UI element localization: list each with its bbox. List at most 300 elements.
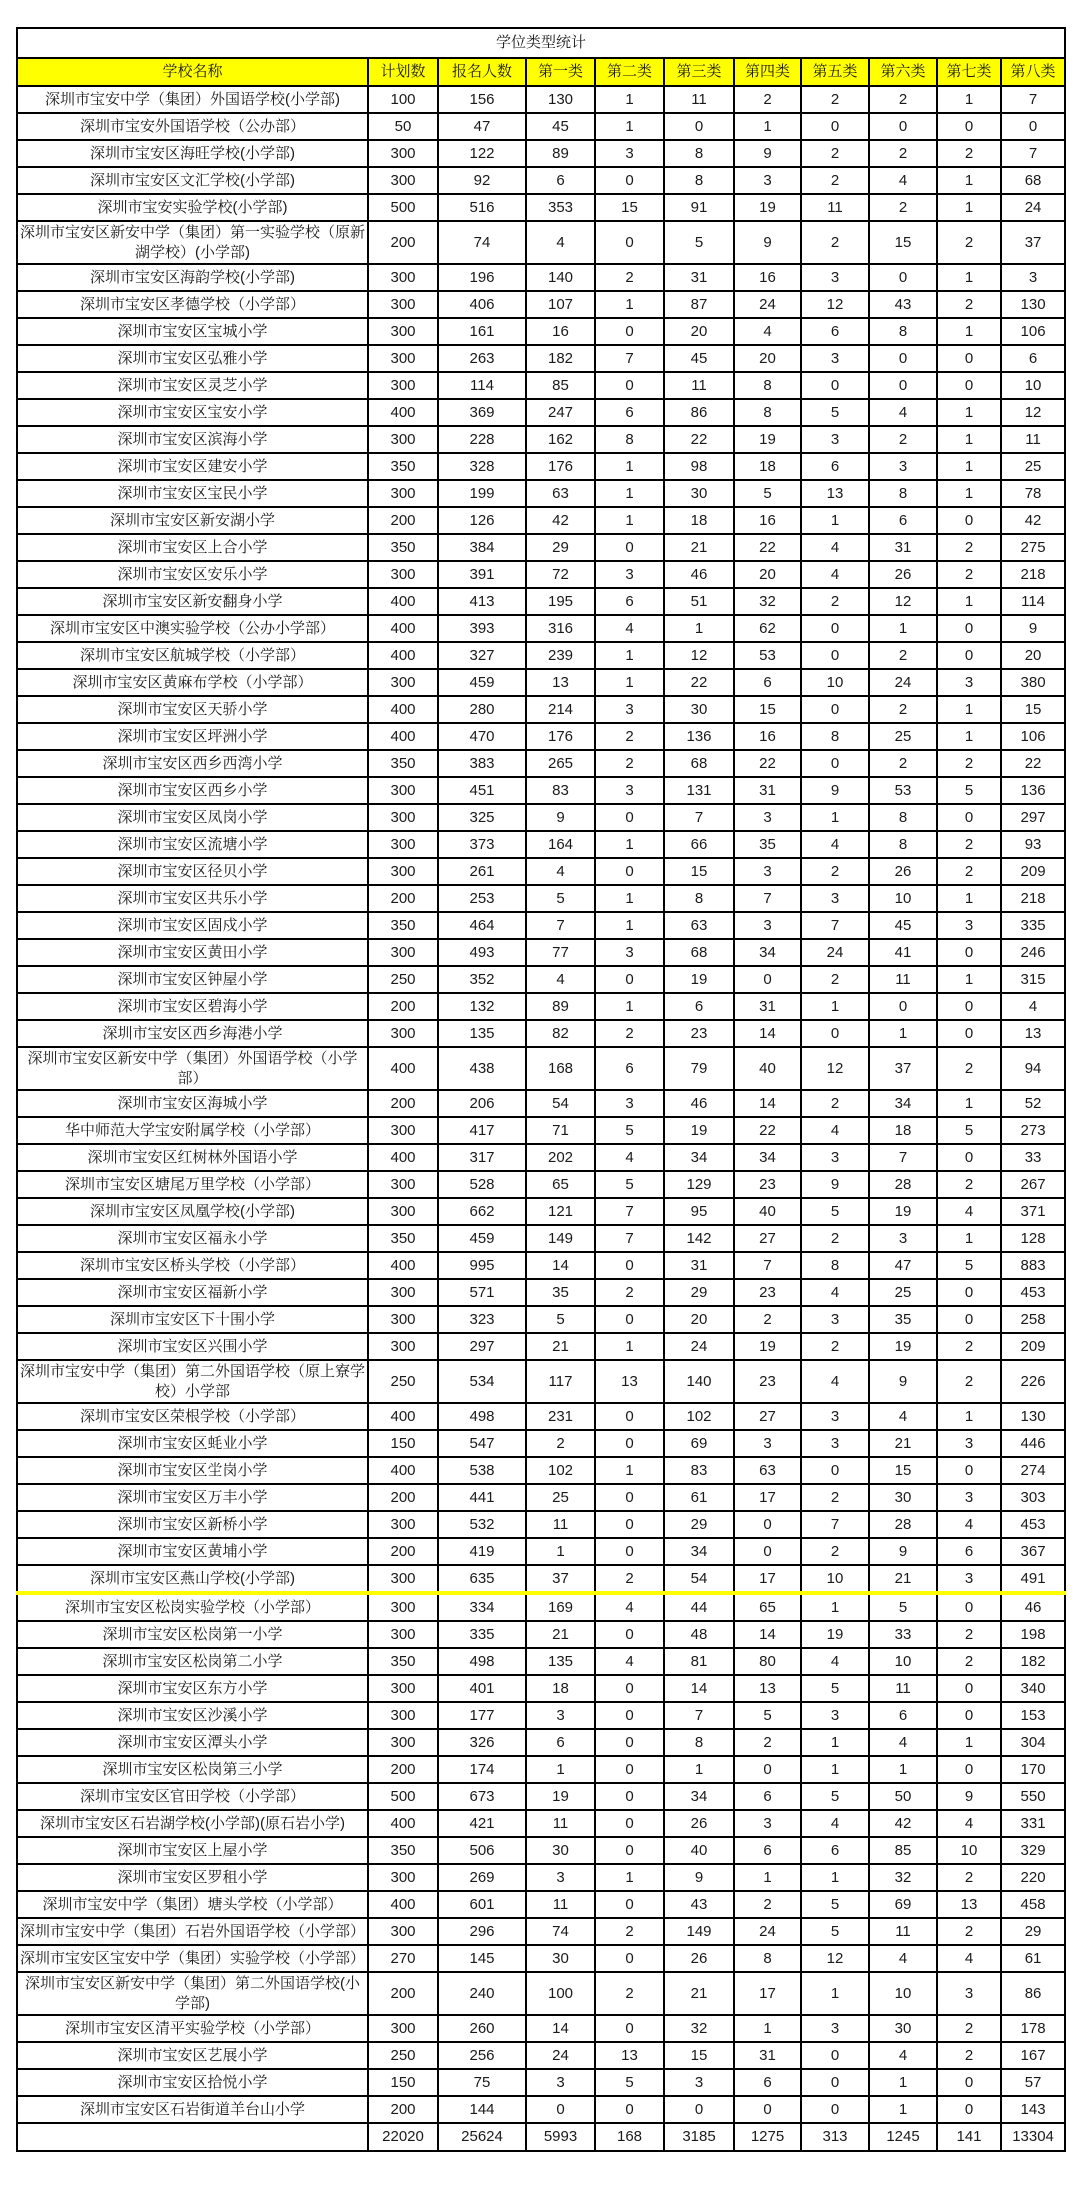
value-cell: 2 bbox=[937, 1918, 1001, 1945]
table-row bbox=[17, 1972, 1065, 2015]
value-cell: 367 bbox=[1001, 1538, 1065, 1565]
value-cell: 383 bbox=[438, 750, 526, 777]
value-cell: 2 bbox=[734, 1891, 801, 1918]
value-cell: 532 bbox=[438, 1511, 526, 1538]
value-cell: 37 bbox=[526, 1565, 595, 1593]
value-cell: 371 bbox=[1001, 1198, 1065, 1225]
value-cell: 22 bbox=[664, 669, 734, 696]
value-cell: 37 bbox=[869, 1047, 937, 1090]
table-row bbox=[17, 1538, 1065, 1565]
value-cell: 33 bbox=[1001, 1144, 1065, 1171]
table-row bbox=[17, 1675, 1065, 1702]
value-cell: 1 bbox=[869, 2069, 937, 2096]
value-cell: 0 bbox=[937, 1457, 1001, 1484]
value-cell: 78 bbox=[1001, 480, 1065, 507]
value-cell: 2 bbox=[869, 194, 937, 221]
value-cell: 74 bbox=[526, 1918, 595, 1945]
value-cell: 335 bbox=[438, 1621, 526, 1648]
value-cell: 86 bbox=[1001, 1972, 1065, 2015]
table-row bbox=[17, 912, 1065, 939]
value-cell: 300 bbox=[368, 1565, 438, 1593]
value-cell: 6 bbox=[869, 1702, 937, 1729]
value-cell: 1 bbox=[937, 588, 1001, 615]
value-cell: 400 bbox=[368, 1144, 438, 1171]
value-cell: 0 bbox=[595, 372, 664, 399]
value-cell: 1 bbox=[801, 1729, 869, 1756]
value-cell: 8 bbox=[595, 426, 664, 453]
value-cell: 21 bbox=[526, 1333, 595, 1360]
value-cell: 0 bbox=[937, 1144, 1001, 1171]
value-cell: 327 bbox=[438, 642, 526, 669]
school-name-cell: 深圳市宝安区西乡海港小学 bbox=[17, 1020, 368, 1047]
school-name-cell: 深圳市宝安区凤岗小学 bbox=[17, 804, 368, 831]
value-cell: 23 bbox=[734, 1279, 801, 1306]
value-cell: 135 bbox=[438, 1020, 526, 1047]
value-cell: 200 bbox=[368, 993, 438, 1020]
school-name-cell: 深圳市宝安区坪洲小学 bbox=[17, 723, 368, 750]
table-row bbox=[17, 1511, 1065, 1538]
value-cell: 206 bbox=[438, 1090, 526, 1117]
value-cell: 140 bbox=[664, 1360, 734, 1403]
table-row bbox=[17, 966, 1065, 993]
value-cell: 350 bbox=[368, 912, 438, 939]
value-cell: 0 bbox=[1001, 113, 1065, 140]
value-cell: 150 bbox=[368, 1430, 438, 1457]
value-cell: 3 bbox=[664, 2069, 734, 2096]
value-cell: 37 bbox=[1001, 221, 1065, 264]
school-name-cell: 深圳市宝安区新安中学（集团）第二外国语学校(小学部) bbox=[17, 1972, 368, 2015]
value-cell: 18 bbox=[526, 1675, 595, 1702]
value-cell: 114 bbox=[1001, 588, 1065, 615]
value-cell: 2 bbox=[937, 750, 1001, 777]
value-cell: 2 bbox=[937, 534, 1001, 561]
value-cell: 4 bbox=[595, 1144, 664, 1171]
value-cell: 13 bbox=[526, 669, 595, 696]
value-cell: 0 bbox=[664, 2096, 734, 2123]
value-cell: 8 bbox=[734, 1945, 801, 1972]
value-cell: 48 bbox=[664, 1621, 734, 1648]
value-cell: 3 bbox=[734, 858, 801, 885]
value-cell: 5 bbox=[937, 1252, 1001, 1279]
value-cell: 81 bbox=[664, 1648, 734, 1675]
value-cell: 326 bbox=[438, 1729, 526, 1756]
value-cell: 50 bbox=[368, 113, 438, 140]
value-cell: 3 bbox=[937, 912, 1001, 939]
value-cell: 3 bbox=[801, 1306, 869, 1333]
value-cell: 5 bbox=[801, 1675, 869, 1702]
value-cell: 65 bbox=[526, 1171, 595, 1198]
value-cell: 1 bbox=[869, 1020, 937, 1047]
value-cell: 3 bbox=[595, 777, 664, 804]
value-cell: 3 bbox=[801, 345, 869, 372]
value-cell: 102 bbox=[664, 1403, 734, 1430]
value-cell: 17 bbox=[734, 1972, 801, 2015]
value-cell: 20 bbox=[734, 561, 801, 588]
column-header: 第五类 bbox=[801, 58, 869, 86]
school-name-cell: 深圳市宝安区中澳实验学校（公办小学部） bbox=[17, 615, 368, 642]
school-name-cell: 深圳市宝安区宝安小学 bbox=[17, 399, 368, 426]
value-cell: 19 bbox=[664, 966, 734, 993]
value-cell: 10 bbox=[801, 669, 869, 696]
school-name-cell: 深圳市宝安区碧海小学 bbox=[17, 993, 368, 1020]
value-cell: 42 bbox=[526, 507, 595, 534]
value-cell: 0 bbox=[664, 113, 734, 140]
value-cell: 300 bbox=[368, 777, 438, 804]
value-cell: 7 bbox=[664, 804, 734, 831]
school-name-cell: 深圳市宝安区共乐小学 bbox=[17, 885, 368, 912]
value-cell: 231 bbox=[526, 1403, 595, 1430]
value-cell: 34 bbox=[734, 939, 801, 966]
value-cell: 470 bbox=[438, 723, 526, 750]
value-cell: 275 bbox=[1001, 534, 1065, 561]
value-cell: 25 bbox=[869, 723, 937, 750]
value-cell: 498 bbox=[438, 1403, 526, 1430]
value-cell: 30 bbox=[869, 1484, 937, 1511]
value-cell: 156 bbox=[438, 86, 526, 113]
value-cell: 2 bbox=[937, 1360, 1001, 1403]
value-cell: 528 bbox=[438, 1171, 526, 1198]
value-cell: 15 bbox=[595, 194, 664, 221]
value-cell: 26 bbox=[664, 1810, 734, 1837]
value-cell: 24 bbox=[1001, 194, 1065, 221]
value-cell: 1 bbox=[595, 480, 664, 507]
value-cell: 17 bbox=[734, 1565, 801, 1593]
value-cell: 0 bbox=[801, 1457, 869, 1484]
value-cell: 0 bbox=[937, 2069, 1001, 2096]
table-row bbox=[17, 194, 1065, 221]
value-cell: 0 bbox=[937, 1279, 1001, 1306]
value-cell: 22 bbox=[664, 426, 734, 453]
value-cell: 22 bbox=[734, 750, 801, 777]
value-cell: 534 bbox=[438, 1360, 526, 1403]
value-cell: 538 bbox=[438, 1457, 526, 1484]
value-cell: 300 bbox=[368, 1702, 438, 1729]
value-cell: 126 bbox=[438, 507, 526, 534]
value-cell: 300 bbox=[368, 426, 438, 453]
value-cell: 82 bbox=[526, 1020, 595, 1047]
school-name-cell: 深圳市宝安区松岗第二小学 bbox=[17, 1648, 368, 1675]
value-cell: 30 bbox=[664, 696, 734, 723]
table-row bbox=[17, 534, 1065, 561]
value-cell: 4 bbox=[526, 966, 595, 993]
value-cell: 170 bbox=[1001, 1756, 1065, 1783]
value-cell: 10 bbox=[937, 1837, 1001, 1864]
value-cell: 53 bbox=[869, 777, 937, 804]
school-name-cell: 深圳市宝安区福新小学 bbox=[17, 1279, 368, 1306]
value-cell: 20 bbox=[734, 345, 801, 372]
value-cell: 228 bbox=[438, 426, 526, 453]
value-cell: 1245 bbox=[869, 2123, 937, 2151]
value-cell: 315 bbox=[1001, 966, 1065, 993]
value-cell: 200 bbox=[368, 1090, 438, 1117]
value-cell: 89 bbox=[526, 993, 595, 1020]
value-cell: 46 bbox=[664, 561, 734, 588]
value-cell: 5 bbox=[937, 1117, 1001, 1144]
column-header: 报名人数 bbox=[438, 58, 526, 86]
value-cell: 400 bbox=[368, 588, 438, 615]
value-cell: 9 bbox=[526, 804, 595, 831]
value-cell: 9 bbox=[869, 1360, 937, 1403]
value-cell: 0 bbox=[595, 1783, 664, 1810]
school-name-cell: 深圳市宝安区新桥小学 bbox=[17, 1511, 368, 1538]
school-name-cell: 深圳市宝安区西乡小学 bbox=[17, 777, 368, 804]
value-cell: 1 bbox=[937, 1403, 1001, 1430]
value-cell: 1 bbox=[937, 453, 1001, 480]
school-name-cell: 深圳市宝安区荣根学校（小学部） bbox=[17, 1403, 368, 1430]
value-cell: 300 bbox=[368, 2015, 438, 2042]
value-cell: 47 bbox=[869, 1252, 937, 1279]
value-cell: 25 bbox=[869, 1279, 937, 1306]
value-cell: 1 bbox=[937, 1729, 1001, 1756]
table-row bbox=[17, 372, 1065, 399]
table-row bbox=[17, 939, 1065, 966]
value-cell: 0 bbox=[595, 1484, 664, 1511]
value-cell: 1 bbox=[734, 1864, 801, 1891]
value-cell: 122 bbox=[438, 140, 526, 167]
value-cell: 209 bbox=[1001, 1333, 1065, 1360]
value-cell: 0 bbox=[801, 696, 869, 723]
value-cell: 3 bbox=[801, 1403, 869, 1430]
value-cell: 0 bbox=[937, 1756, 1001, 1783]
value-cell: 12 bbox=[869, 588, 937, 615]
value-cell: 32 bbox=[734, 588, 801, 615]
value-cell: 9 bbox=[937, 1783, 1001, 1810]
value-cell: 1 bbox=[869, 615, 937, 642]
table-row bbox=[17, 1117, 1065, 1144]
value-cell: 300 bbox=[368, 561, 438, 588]
value-cell: 195 bbox=[526, 588, 595, 615]
value-cell: 98 bbox=[664, 453, 734, 480]
value-cell: 34 bbox=[664, 1144, 734, 1171]
table-row bbox=[17, 642, 1065, 669]
value-cell: 2 bbox=[937, 291, 1001, 318]
value-cell: 353 bbox=[526, 194, 595, 221]
value-cell: 26 bbox=[869, 561, 937, 588]
value-cell: 85 bbox=[869, 1837, 937, 1864]
value-cell: 1 bbox=[595, 642, 664, 669]
value-cell: 1 bbox=[595, 113, 664, 140]
value-cell: 8 bbox=[869, 831, 937, 858]
value-cell: 54 bbox=[664, 1565, 734, 1593]
value-cell: 0 bbox=[595, 1702, 664, 1729]
value-cell: 130 bbox=[1001, 1403, 1065, 1430]
value-cell: 117 bbox=[526, 1360, 595, 1403]
value-cell: 220 bbox=[1001, 1864, 1065, 1891]
value-cell: 1 bbox=[937, 86, 1001, 113]
value-cell: 263 bbox=[438, 345, 526, 372]
value-cell: 9 bbox=[801, 777, 869, 804]
value-cell: 3 bbox=[734, 1810, 801, 1837]
value-cell: 2 bbox=[937, 2042, 1001, 2069]
school-name-cell: 深圳市宝安区塘尾万里学校（小学部） bbox=[17, 1171, 368, 1198]
school-name-cell: 深圳市宝安区西乡西湾小学 bbox=[17, 750, 368, 777]
value-cell: 0 bbox=[595, 804, 664, 831]
value-cell: 0 bbox=[595, 1538, 664, 1565]
school-name-cell: 深圳市宝安区宝民小学 bbox=[17, 480, 368, 507]
table-row bbox=[17, 426, 1065, 453]
table-row bbox=[17, 318, 1065, 345]
value-cell: 6 bbox=[801, 318, 869, 345]
value-cell: 300 bbox=[368, 858, 438, 885]
value-cell: 2 bbox=[734, 1306, 801, 1333]
value-cell: 413 bbox=[438, 588, 526, 615]
value-cell: 20 bbox=[1001, 642, 1065, 669]
value-cell: 373 bbox=[438, 831, 526, 858]
school-name-cell: 深圳市宝安区石岩湖学校(小学部)(原石岩小学) bbox=[17, 1810, 368, 1837]
value-cell: 0 bbox=[595, 1252, 664, 1279]
value-cell: 258 bbox=[1001, 1306, 1065, 1333]
school-name-cell: 深圳市宝安区潭头小学 bbox=[17, 1729, 368, 1756]
value-cell: 2 bbox=[801, 1090, 869, 1117]
value-cell: 438 bbox=[438, 1047, 526, 1090]
table-row bbox=[17, 1918, 1065, 1945]
value-cell: 2 bbox=[801, 1333, 869, 1360]
value-cell: 19 bbox=[734, 426, 801, 453]
value-cell: 0 bbox=[595, 221, 664, 264]
value-cell: 31 bbox=[664, 1252, 734, 1279]
table-row bbox=[17, 1648, 1065, 1675]
value-cell: 100 bbox=[368, 86, 438, 113]
value-cell: 23 bbox=[734, 1360, 801, 1403]
value-cell: 9 bbox=[734, 221, 801, 264]
value-cell: 145 bbox=[438, 1945, 526, 1972]
value-cell: 1 bbox=[595, 831, 664, 858]
table-row bbox=[17, 86, 1065, 113]
value-cell: 6 bbox=[595, 399, 664, 426]
value-cell: 102 bbox=[526, 1457, 595, 1484]
value-cell: 106 bbox=[1001, 318, 1065, 345]
value-cell: 459 bbox=[438, 669, 526, 696]
value-cell: 8 bbox=[801, 1252, 869, 1279]
value-cell: 153 bbox=[1001, 1702, 1065, 1729]
value-cell: 393 bbox=[438, 615, 526, 642]
school-name-cell: 深圳市宝安区松岗第一小学 bbox=[17, 1621, 368, 1648]
column-header: 第三类 bbox=[664, 58, 734, 86]
value-cell: 4 bbox=[937, 1198, 1001, 1225]
value-cell: 0 bbox=[937, 372, 1001, 399]
value-cell: 7 bbox=[801, 912, 869, 939]
value-cell: 0 bbox=[595, 2096, 664, 2123]
value-cell: 1 bbox=[937, 167, 1001, 194]
value-cell: 601 bbox=[438, 1891, 526, 1918]
value-cell: 114 bbox=[438, 372, 526, 399]
table-row bbox=[17, 167, 1065, 194]
value-cell: 11 bbox=[869, 966, 937, 993]
value-cell: 2 bbox=[937, 1171, 1001, 1198]
value-cell: 406 bbox=[438, 291, 526, 318]
school-name-cell: 深圳市宝安区径贝小学 bbox=[17, 858, 368, 885]
value-cell: 2 bbox=[734, 1729, 801, 1756]
value-cell: 24 bbox=[664, 1333, 734, 1360]
value-cell: 8 bbox=[664, 140, 734, 167]
value-cell: 168 bbox=[595, 2123, 664, 2151]
school-name-cell: 深圳市宝安区宝安中学（集团）实验学校（小学部） bbox=[17, 1945, 368, 1972]
value-cell: 300 bbox=[368, 1333, 438, 1360]
school-name-cell: 深圳市宝安区黄田小学 bbox=[17, 939, 368, 966]
school-name-cell: 深圳市宝安区文汇学校(小学部) bbox=[17, 167, 368, 194]
value-cell: 8 bbox=[869, 318, 937, 345]
value-cell: 1 bbox=[595, 1457, 664, 1484]
table-row bbox=[17, 831, 1065, 858]
value-cell: 15 bbox=[664, 858, 734, 885]
value-cell: 246 bbox=[1001, 939, 1065, 966]
value-cell: 12 bbox=[801, 291, 869, 318]
table-row bbox=[17, 561, 1065, 588]
value-cell: 10 bbox=[869, 1648, 937, 1675]
value-cell: 451 bbox=[438, 777, 526, 804]
value-cell: 6 bbox=[937, 1538, 1001, 1565]
value-cell: 2 bbox=[869, 750, 937, 777]
school-name-cell: 深圳市宝安区艺展小学 bbox=[17, 2042, 368, 2069]
value-cell: 2 bbox=[937, 858, 1001, 885]
value-cell: 2 bbox=[734, 86, 801, 113]
value-cell: 0 bbox=[801, 750, 869, 777]
value-cell: 107 bbox=[526, 291, 595, 318]
value-cell: 200 bbox=[368, 507, 438, 534]
school-name-cell: 深圳市宝安区海城小学 bbox=[17, 1090, 368, 1117]
column-header: 学校名称 bbox=[17, 58, 368, 86]
value-cell: 3 bbox=[1001, 264, 1065, 291]
value-cell: 300 bbox=[368, 372, 438, 399]
table-row bbox=[17, 1403, 1065, 1430]
value-cell: 261 bbox=[438, 858, 526, 885]
table-row bbox=[17, 221, 1065, 264]
value-cell: 3 bbox=[595, 561, 664, 588]
value-cell: 3 bbox=[526, 1702, 595, 1729]
value-cell: 0 bbox=[595, 2015, 664, 2042]
value-cell: 45 bbox=[664, 345, 734, 372]
value-cell: 317 bbox=[438, 1144, 526, 1171]
value-cell: 162 bbox=[526, 426, 595, 453]
value-cell: 11 bbox=[1001, 426, 1065, 453]
value-cell: 22 bbox=[734, 534, 801, 561]
value-cell: 91 bbox=[664, 194, 734, 221]
value-cell: 30 bbox=[664, 480, 734, 507]
value-cell: 547 bbox=[438, 1430, 526, 1457]
table-row bbox=[17, 1756, 1065, 1783]
value-cell: 493 bbox=[438, 939, 526, 966]
value-cell: 18 bbox=[734, 453, 801, 480]
value-cell: 34 bbox=[869, 1090, 937, 1117]
value-cell: 453 bbox=[1001, 1511, 1065, 1538]
value-cell: 571 bbox=[438, 1279, 526, 1306]
value-cell: 3 bbox=[801, 2015, 869, 2042]
value-cell: 13304 bbox=[1001, 2123, 1065, 2151]
school-name-cell: 深圳市宝安区流塘小学 bbox=[17, 831, 368, 858]
value-cell: 335 bbox=[1001, 912, 1065, 939]
value-cell: 3 bbox=[595, 1090, 664, 1117]
value-cell: 1 bbox=[595, 993, 664, 1020]
value-cell: 4 bbox=[1001, 993, 1065, 1020]
value-cell: 3 bbox=[801, 264, 869, 291]
value-cell: 22 bbox=[1001, 750, 1065, 777]
value-cell: 6 bbox=[664, 993, 734, 1020]
value-cell: 19 bbox=[734, 1333, 801, 1360]
value-cell: 46 bbox=[1001, 1593, 1065, 1621]
school-name-cell: 华中师范大学宝安附属学校（小学部） bbox=[17, 1117, 368, 1144]
value-cell: 4 bbox=[734, 318, 801, 345]
value-cell: 176 bbox=[526, 453, 595, 480]
value-cell: 4 bbox=[801, 561, 869, 588]
table-row bbox=[17, 1729, 1065, 1756]
value-cell: 68 bbox=[1001, 167, 1065, 194]
value-cell: 0 bbox=[595, 167, 664, 194]
value-cell: 1 bbox=[801, 993, 869, 1020]
value-cell: 14 bbox=[526, 2015, 595, 2042]
value-cell: 325 bbox=[438, 804, 526, 831]
value-cell: 0 bbox=[937, 2096, 1001, 2123]
value-cell: 300 bbox=[368, 831, 438, 858]
